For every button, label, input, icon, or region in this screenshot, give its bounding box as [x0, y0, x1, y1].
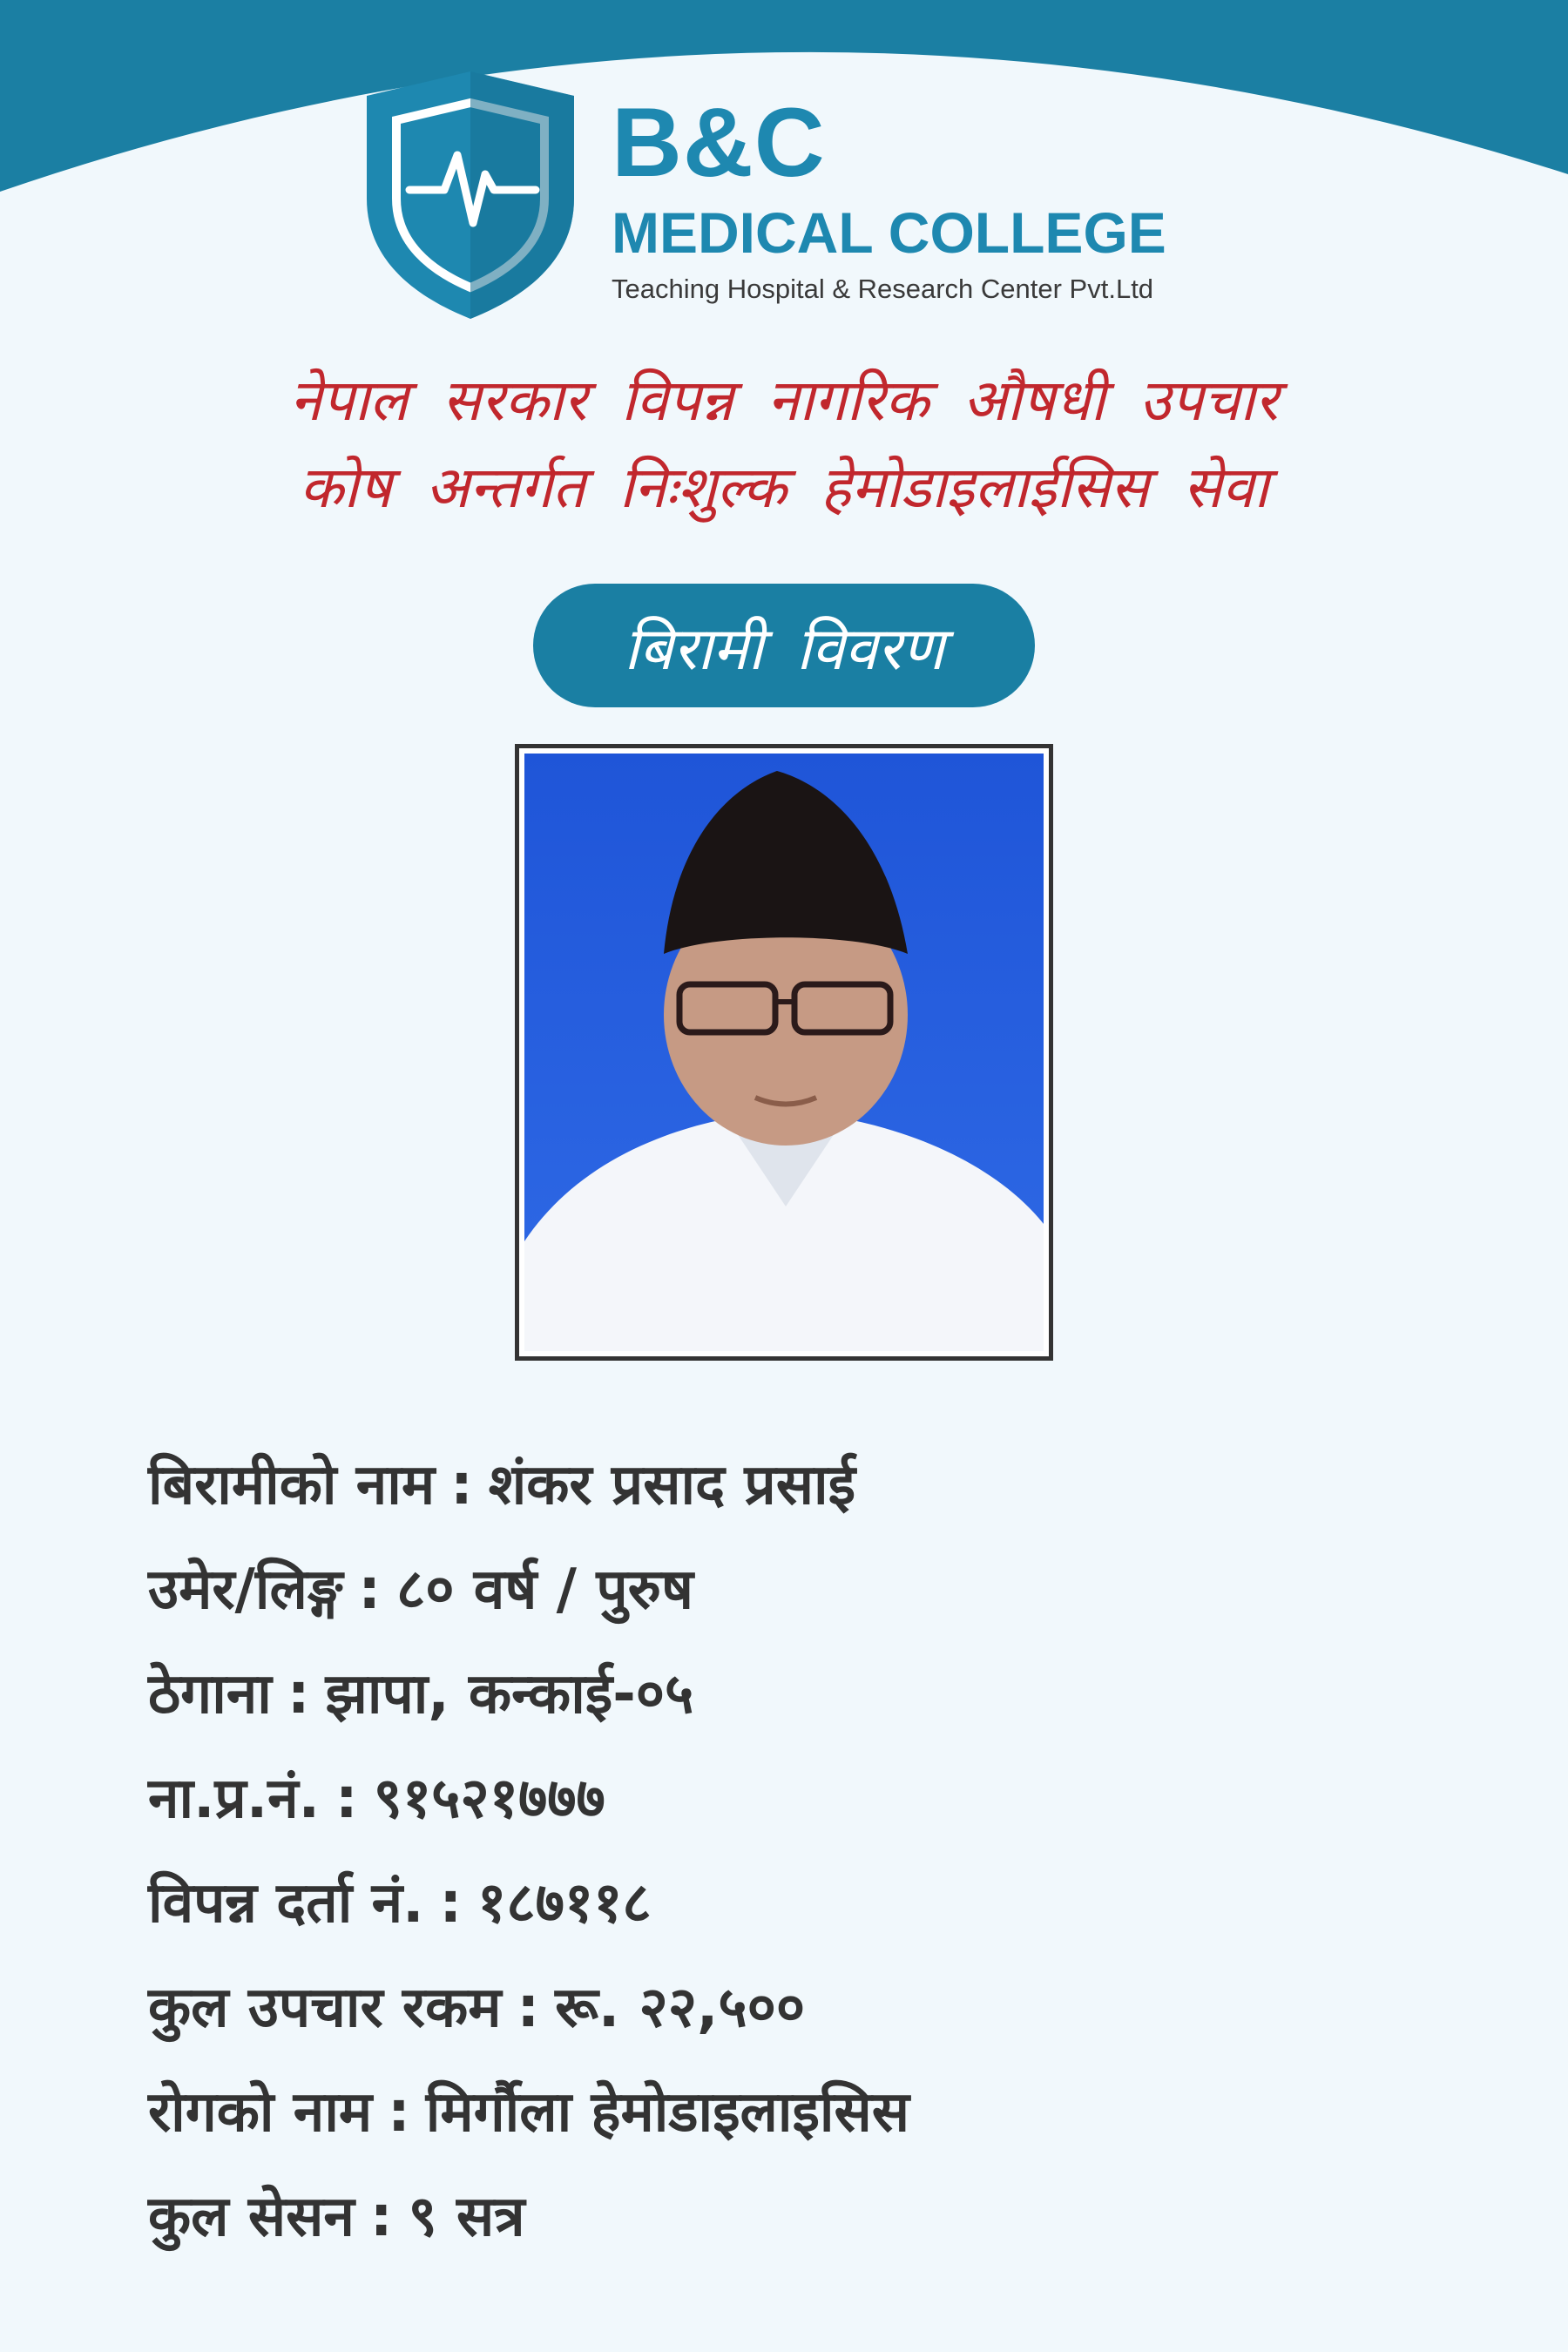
detail-value: झापा, कन्काई-०५ — [325, 1662, 694, 1727]
headline-line-2: कोष अन्तर्गत निःशुल्क हेमोडाइलाईसिस सेवा — [299, 454, 1269, 521]
detail-value: मिर्गौला हेमोडाइलाइसिस — [425, 2080, 910, 2145]
detail-row — [148, 1538, 1437, 1642]
detail-row — [148, 1747, 1437, 1851]
detail-label: विपन्न दर्ता नं. — [148, 1871, 424, 1936]
brand-tagline: Teaching Hospital & Research Center Pvt.Ltd — [612, 274, 1154, 304]
detail-label: उमेर/लिङ्ग — [148, 1558, 343, 1622]
detail-separator: : — [439, 1871, 463, 1936]
section-title-badge — [533, 584, 1035, 707]
detail-row — [148, 1851, 1437, 1956]
detail-separator: : — [388, 2080, 410, 2145]
detail-row — [148, 1956, 1437, 2060]
detail-separator: : — [358, 1558, 381, 1622]
detail-separator: : — [335, 1767, 358, 1831]
detail-label: कुल उपचार रकम — [148, 1976, 502, 2040]
headline-line-1: नेपाल सरकार विपन्न नागरिक औषधी उपचार — [289, 367, 1279, 434]
detail-value: रू. २२,५०० — [555, 1976, 806, 2040]
section-title: बिरामी विवरण — [624, 614, 944, 684]
detail-label: कुल सेसन — [148, 2185, 355, 2249]
detail-separator: : — [287, 1662, 310, 1727]
detail-value: शंकर प्रसाद प्रसाई — [488, 1453, 856, 1517]
detail-label: रोगको नाम — [148, 2080, 373, 2145]
detail-label: ना.प्र.नं. — [148, 1767, 320, 1831]
brand-name: B&C — [612, 88, 826, 197]
shield-heartbeat-icon — [362, 68, 579, 321]
detail-value: ८० वर्ष / पुरुष — [395, 1558, 693, 1622]
detail-label: बिरामीको नाम — [148, 1453, 436, 1517]
detail-value: ९१५२१७७७ — [373, 1767, 605, 1831]
program-headline — [105, 357, 1463, 531]
detail-row — [148, 2060, 1437, 2165]
detail-row — [148, 2165, 1437, 2269]
patient-photo — [524, 754, 1044, 1351]
detail-row — [148, 1642, 1437, 1747]
detail-label: ठेगाना — [148, 1662, 272, 1727]
detail-separator: : — [517, 1976, 540, 2040]
detail-separator: : — [369, 2185, 393, 2249]
patient-details — [148, 1433, 1437, 2269]
patient-photo-frame — [515, 744, 1053, 1361]
detail-value: १८७११८ — [477, 1871, 652, 1936]
detail-row — [148, 1433, 1437, 1538]
detail-separator: : — [450, 1453, 473, 1517]
detail-value: ९ सत्र — [408, 2185, 525, 2249]
brand-block — [612, 88, 1166, 304]
brand-subtitle: MEDICAL COLLEGE — [612, 200, 1166, 265]
